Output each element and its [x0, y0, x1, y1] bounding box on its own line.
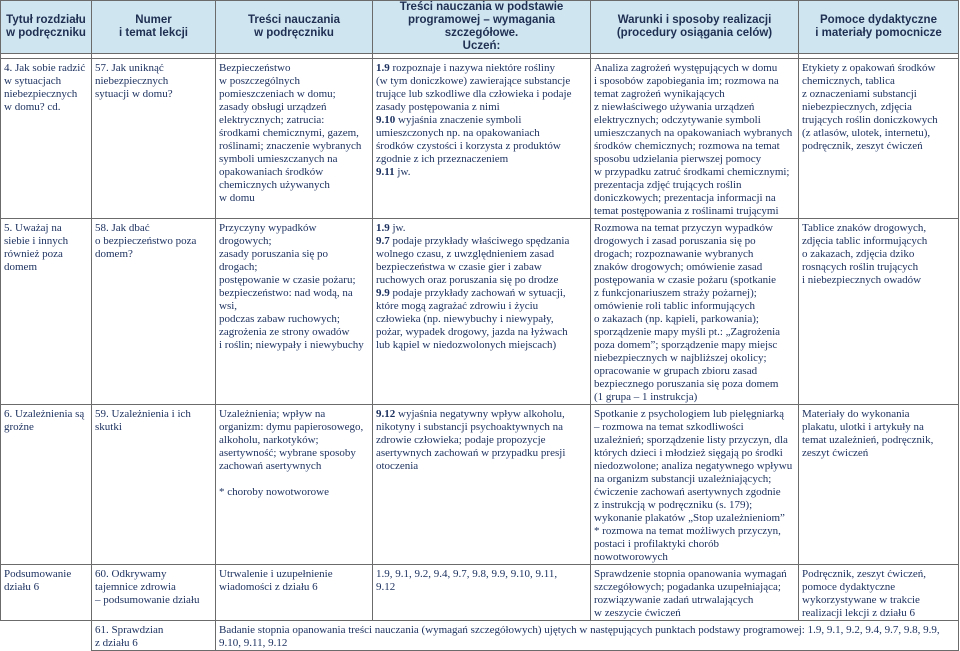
header-methods: Warunki i sposoby realizacji (procedury osiągania celów)	[591, 1, 799, 54]
methods-text: Rozmowa na temat przyczyn wypadków drogowych i zasad poruszania się po drogach; rozpoznawanie wybranych znaków drogowych; omówienie zasad postępowania w czasie pożaru (spotkanie z funkcjonariuszem straży pożarnej); omówienie roli tablic informujących o zakazach (np. kąpieli, parkowania); sporządzenie mapy myśli pt.: „Zagrożenia poza domem”; sporządzenie mapy miejsc niebezpiecznych w najbliższej okolicy; opracowanie w grupach zbioru zasad bezpiecznego poruszania się poza domem (1 grupa – 1 instrukcja)	[594, 222, 781, 403]
chapter-title: 5. Uważaj na siebie i innych również poza domem	[4, 222, 69, 273]
aids-text: Etykiety z opakowań środków chemicznych, tablica z oznaczeniami substancji niebezpiecznych, zdjęcia trujących roślin doniczkowych (z atlasów, ulotek, internetu), podręcznik, zeszyt ćwiczeń	[802, 62, 938, 152]
lesson-title: 60. Odkrywamy tajemnice zdrowia – podsumowanie działu	[95, 568, 200, 606]
lesson-content: Przyczyny wypadków drogowych; zasady poruszania się po drogach; postępowanie w czasie pożaru; bezpieczeństwo: nad wodą, na wsi, podczas zabaw ruchowych; zagrożenia ze strony owadów i roślin; niewypały i niewybuchy	[219, 222, 364, 351]
chapter-title: Podsumowanie działu 6	[4, 568, 72, 593]
methods-text: Spotkanie z psychologiem lub pielęgniarką – rozmowa na temat szkodliwości uzależnień; sporządzenie listy przyczyn, dla których dzieci i młodzież sięgają po środki niedozwolone; analiza negatywnego wpływu na organizm substancji uzależniających; ćwiczenie zachowań asertywnych zgodnie z instrukcją w podręczniku (s. 179); wykonanie plakatów „Stop uzależnieniom” * rozmowa na temat możliwych przyczyn, postaci i profilaktyki chorób nowotworowych	[594, 408, 793, 563]
final-row	[1, 621, 959, 651]
table-row	[1, 219, 959, 405]
table-row	[1, 405, 959, 565]
chapter-title: 6. Uzależnienia są groźne	[4, 408, 85, 433]
lesson-title: 59. Uzależnienia i ich skutki	[95, 408, 191, 433]
req-number: 9.11	[376, 166, 395, 178]
req-text: wyjaśnia znaczenie symboli umieszczonych np. na opakowaniach środków czystości i korzysta z produktów zgodnie z ich przeznaczeniem	[376, 114, 561, 165]
header-chapter: Tytuł rozdziału w podręczniku	[1, 1, 92, 54]
req-number: 1.9	[376, 222, 390, 234]
requirements-text	[376, 568, 587, 594]
header-requirements: Treści nauczania w podstawie programowej – wymagania szczegółowe. Uczeń:	[373, 1, 591, 54]
aids-text: Materiały do wykonania plakatu, ulotki i artykuły na temat uzależnień, podręcznik, zeszyt ćwiczeń	[802, 408, 934, 459]
aids-text: Tablice znaków drogowych, zdjęcia tablic informujących o zakazach, zdjęcia dziko rosnących roślin trujących i niebezpiecznych owadów	[802, 222, 928, 286]
req-number: 1.9	[376, 62, 390, 74]
req-number: 9.9	[376, 287, 390, 299]
lesson-content: Bezpieczeństwo w poszczególnych pomieszczeniach w domu; zasady obsługi urządzeń elektrycznych; zatrucia: środkami chemicznymi, gazem, roślinami; znaczenie wybranych symboli umieszczanych na opakowaniach środków chemicznych używanych w domu	[219, 62, 362, 204]
lesson-content: Uzależnienia; wpływ na organizm: dymu papierosowego, alkoholu, narkotyków; asertywność; wybrane sposoby zachowań asertywnych * choroby nowotworowe	[219, 408, 364, 498]
req-text: 1.9, 9.1, 9.2, 9.4, 9.7, 9.8, 9.9, 9.10, 9.11, 9.12	[376, 568, 558, 593]
req-text: rozpoznaje i nazywa niektóre rośliny (w tym doniczkowe) zawierające substancje trujące lub szkodliwe dla człowieka i podaje zasady postępowania z nimi	[376, 62, 572, 113]
lesson-title: 61. Sprawdzian z działu 6	[95, 624, 164, 649]
methods-text: Sprawdzenie stopnia opanowania wymagań szczegółowych; pogadanka uzupełniająca; rozwiązywanie zadań utrwalających w zeszycie ćwiczeń	[594, 568, 787, 619]
req-text: podaje przykłady zachowań w sytuacji, które mogą zagrażać zdrowiu i życiu człowieka (np. niewybuchy i niewypały, pożar, wypadek drogowy, jazda na łyżwach lub kąpiel w niedozwolonych miejscach)	[376, 287, 568, 351]
lesson-title: 58. Jak dbać o bezpieczeństwo poza domem?	[95, 222, 197, 260]
header-content: Treści nauczania w podręczniku	[216, 1, 373, 54]
table-row	[1, 565, 959, 621]
chapter-title: 4. Jak sobie radzić w sytuacjach niebezpiecznych w domu? cd.	[4, 62, 86, 113]
req-number: 9.10	[376, 114, 396, 126]
req-number: 9.12	[376, 408, 396, 420]
requirements-text	[376, 62, 587, 179]
header-row	[1, 1, 959, 54]
header-aids: Pomoce dydaktyczne i materiały pomocnicze	[799, 1, 959, 54]
final-row-text: Badanie stopnia opanowania treści nauczania (wymagań szczegółowych) ujętych w następujących punktach podstawy programowej: 1.9, 9.1, 9.2, 9.4, 9.7, 9.8, 9.9, 9.10, 9.11, 9.12	[219, 624, 940, 649]
aids-text: Podręcznik, zeszyt ćwiczeń, pomoce dydaktyczne wykorzystywane w trakcie realizacji lekcji z działu 6	[802, 568, 926, 619]
lesson-content: Utrwalenie i uzupełnienie wiadomości z działu 6	[219, 568, 333, 593]
requirements-text	[376, 408, 587, 473]
header-lesson: Numer i temat lekcji	[92, 1, 216, 54]
req-text: jw.	[392, 222, 406, 234]
req-number: 9.7	[376, 235, 390, 247]
req-text: jw.	[394, 166, 411, 178]
requirements-text	[376, 222, 587, 352]
req-text: wyjaśnia negatywny wpływ alkoholu, nikotyny i substancji psychoaktywnych na zdrowie człowieka; podaje propozycje asertywnych zachowań w przypadku presji otoczenia	[376, 408, 566, 472]
lesson-title: 57. Jak uniknąć niebezpiecznych sytuacji w domu?	[95, 62, 173, 100]
methods-text: Analiza zagrożeń występujących w domu i sposobów zapobiegania im; rozmowa na temat zagrożeń wynikających z niewłaściwego używania urządzeń elektrycznych; odczytywanie symboli umieszczanych na opakowaniach wybranych środków chemicznych; rozmowa na temat sposobu udzielania pierwszej pomocy w przypadku zatruć środkami chemicznymi; prezentacja zdjęć trujących roślin doniczkowych; prezentacja informacji na temat postępowania z roślinami trującymi	[594, 62, 793, 217]
table-row	[1, 59, 959, 219]
req-text: podaje przykłady właściwego spędzania wolnego czasu, z uwzględnieniem zasad bezpieczeństwa w czasie gier i zabaw ruchowych oraz poruszania się po drodze	[376, 235, 570, 286]
